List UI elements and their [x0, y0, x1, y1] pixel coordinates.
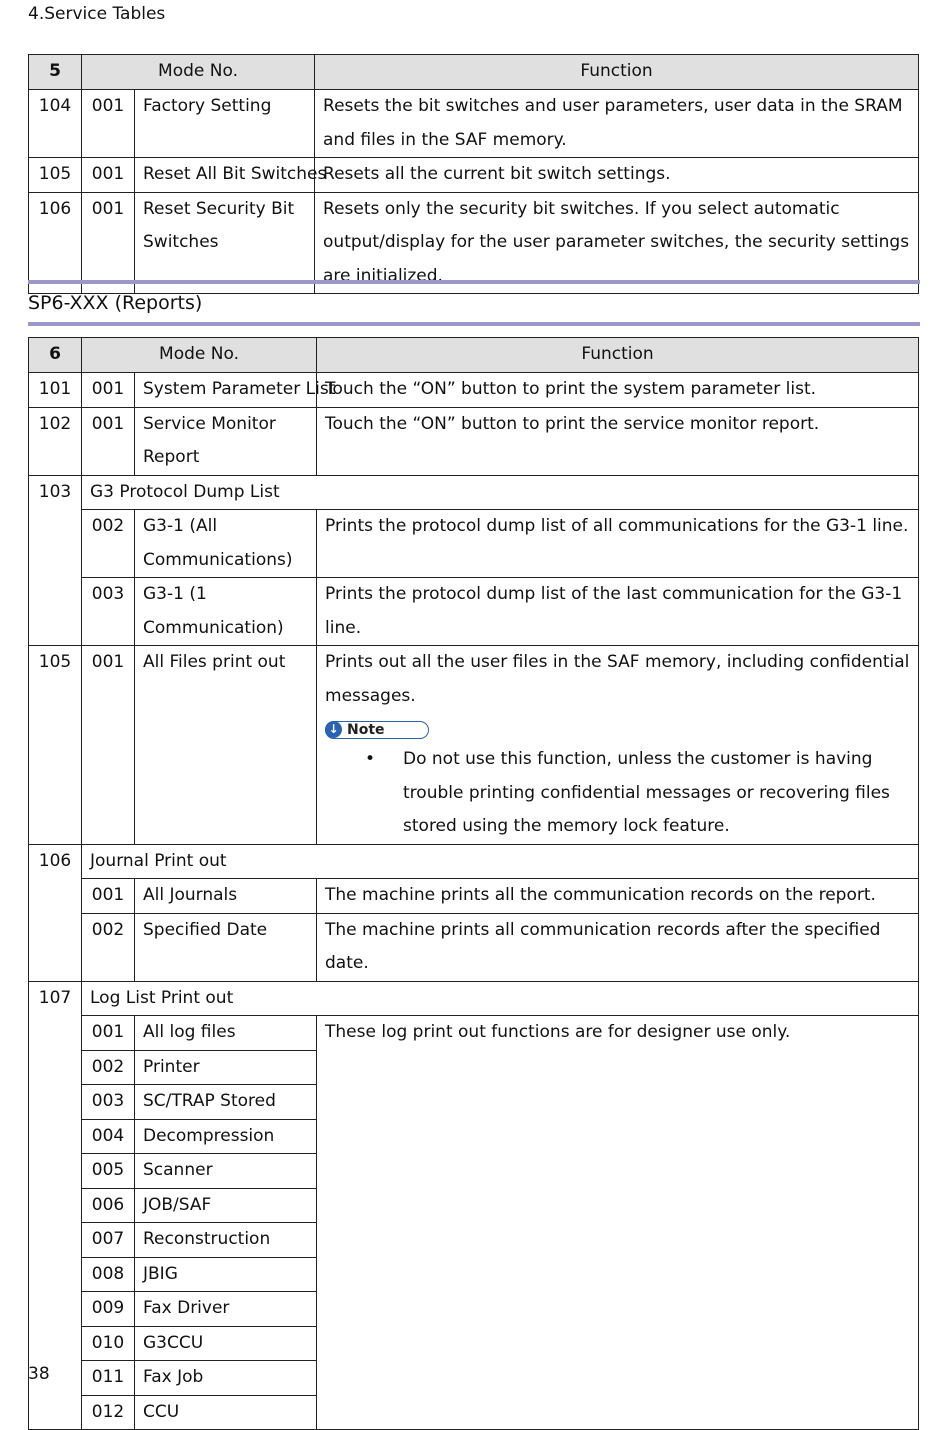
function-cell: Touch the “ON” button to print the service monitor report.: [317, 407, 919, 475]
name-cell: CCU: [135, 1395, 317, 1430]
table-row: [29, 844, 919, 879]
sub-cell: 001: [82, 90, 135, 158]
name-cell: All Files print out: [135, 646, 317, 845]
table-row: [29, 192, 919, 294]
function-cell: The machine prints all the communication records on the report.: [317, 879, 919, 914]
note-bullet: [325, 743, 910, 844]
mode-cell: 105: [29, 158, 82, 193]
name-cell: Fax Driver: [135, 1292, 317, 1327]
sub-cell: 001: [82, 1016, 135, 1051]
mode-cell: 102: [29, 407, 82, 475]
note-badge: [325, 721, 429, 739]
function-cell: Touch the “ON” button to print the system parameter list.: [317, 373, 919, 408]
name-cell: G3-1 (1 Communication): [135, 578, 317, 646]
name-cell: Fax Job: [135, 1361, 317, 1396]
col-mode-no: Mode No.: [82, 55, 315, 90]
function-cell: Resets all the current bit switch settings.: [315, 158, 919, 193]
sp6-table: [28, 337, 919, 1430]
name-cell: G3-1 (All Communications): [135, 510, 317, 578]
name-cell: JOB/SAF: [135, 1188, 317, 1223]
name-cell: All log files: [135, 1016, 317, 1051]
mode-cell: 103: [29, 475, 82, 646]
name-cell: Printer: [135, 1050, 317, 1085]
col-group-number: 5: [29, 55, 82, 90]
bullet-icon: •: [365, 749, 376, 769]
table-row: [29, 373, 919, 408]
function-cell: The machine prints all communication records after the specified date.: [317, 913, 919, 981]
mode-cell: 105: [29, 646, 82, 845]
sub-cell: 006: [82, 1188, 135, 1223]
section-heading: [28, 280, 920, 326]
table-header-row: [29, 55, 919, 90]
sub-cell: 001: [82, 158, 135, 193]
sub-cell: 012: [82, 1395, 135, 1430]
table-row: [29, 90, 919, 158]
table-row: [29, 407, 919, 475]
sub-cell: 002: [82, 913, 135, 981]
table-row: [29, 646, 919, 845]
name-cell: Specified Date: [135, 913, 317, 981]
mode-cell: 104: [29, 90, 82, 158]
name-cell: Service Monitor Report: [135, 407, 317, 475]
table-row: [29, 158, 919, 193]
page-header: 4.Service Tables: [28, 4, 166, 24]
table-row: [29, 1016, 919, 1051]
note-label: Note: [347, 722, 385, 738]
table-row: [29, 578, 919, 646]
col-mode-no: Mode No.: [82, 338, 317, 373]
table-header-row: [29, 338, 919, 373]
group-title-cell: G3 Protocol Dump List: [82, 475, 919, 510]
sub-cell: 001: [82, 879, 135, 914]
name-cell: Factory Setting: [135, 90, 315, 158]
function-cell: Resets the bit switches and user parameters, user data in the SRAM and files in the SAF memory.: [315, 90, 919, 158]
sub-cell: 010: [82, 1326, 135, 1361]
col-function: Function: [315, 55, 919, 90]
table-row: [29, 981, 919, 1016]
sub-cell: 011: [82, 1361, 135, 1396]
sub-cell: 005: [82, 1154, 135, 1189]
sub-cell: 001: [82, 646, 135, 845]
note-row: [325, 713, 910, 743]
mode-cell: 107: [29, 981, 82, 1430]
name-cell: Reset All Bit Switches: [135, 158, 315, 193]
sub-cell: 003: [82, 578, 135, 646]
function-cell: Prints the protocol dump list of all communications for the G3-1 line.: [317, 510, 919, 578]
down-arrow-icon: ↓: [325, 721, 342, 738]
mode-cell: 106: [29, 192, 82, 294]
function-cell: [317, 646, 919, 845]
mode-cell: 101: [29, 373, 82, 408]
sub-cell: 001: [82, 373, 135, 408]
sub-cell: 002: [82, 510, 135, 578]
name-cell: System Parameter List: [135, 373, 317, 408]
name-cell: Decompression: [135, 1119, 317, 1154]
name-cell: G3CCU: [135, 1326, 317, 1361]
function-text: Prints out all the user files in the SAF memory, including confidential messages.: [325, 652, 910, 706]
name-cell: JBIG: [135, 1257, 317, 1292]
table-row: [29, 475, 919, 510]
name-cell: Reset Security Bit Switches: [135, 192, 315, 294]
function-cell: Resets only the security bit switches. If you select automatic output/display for the user parameter switches, the security settings are initialized.: [315, 192, 919, 294]
sub-cell: 001: [82, 407, 135, 475]
col-group-number: 6: [29, 338, 82, 373]
note-bullet-text: Do not use this function, unless the customer is having trouble printing confidential messages or recovering files stored using the memory lock feature.: [403, 749, 890, 836]
sub-cell: 007: [82, 1223, 135, 1258]
sub-cell: 004: [82, 1119, 135, 1154]
group-title-cell: Journal Print out: [82, 844, 919, 879]
sub-cell: 002: [82, 1050, 135, 1085]
table-row: [29, 510, 919, 578]
function-cell: These log print out functions are for designer use only.: [317, 1016, 919, 1430]
name-cell: SC/TRAP Stored: [135, 1085, 317, 1120]
table-row: [29, 913, 919, 981]
sub-cell: 001: [82, 192, 135, 294]
name-cell: Scanner: [135, 1154, 317, 1189]
mode-cell: 106: [29, 844, 82, 981]
section-title: SP6-XXX (Reports): [28, 292, 203, 314]
page-number: 38: [28, 1364, 50, 1384]
table-row: [29, 879, 919, 914]
sub-cell: 008: [82, 1257, 135, 1292]
name-cell: All Journals: [135, 879, 317, 914]
sp5-table: [28, 54, 919, 294]
sub-cell: 003: [82, 1085, 135, 1120]
col-function: Function: [317, 338, 919, 373]
sub-cell: 009: [82, 1292, 135, 1327]
function-cell: Prints the protocol dump list of the last communication for the G3-1 line.: [317, 578, 919, 646]
name-cell: Reconstruction: [135, 1223, 317, 1258]
group-title-cell: Log List Print out: [82, 981, 919, 1016]
